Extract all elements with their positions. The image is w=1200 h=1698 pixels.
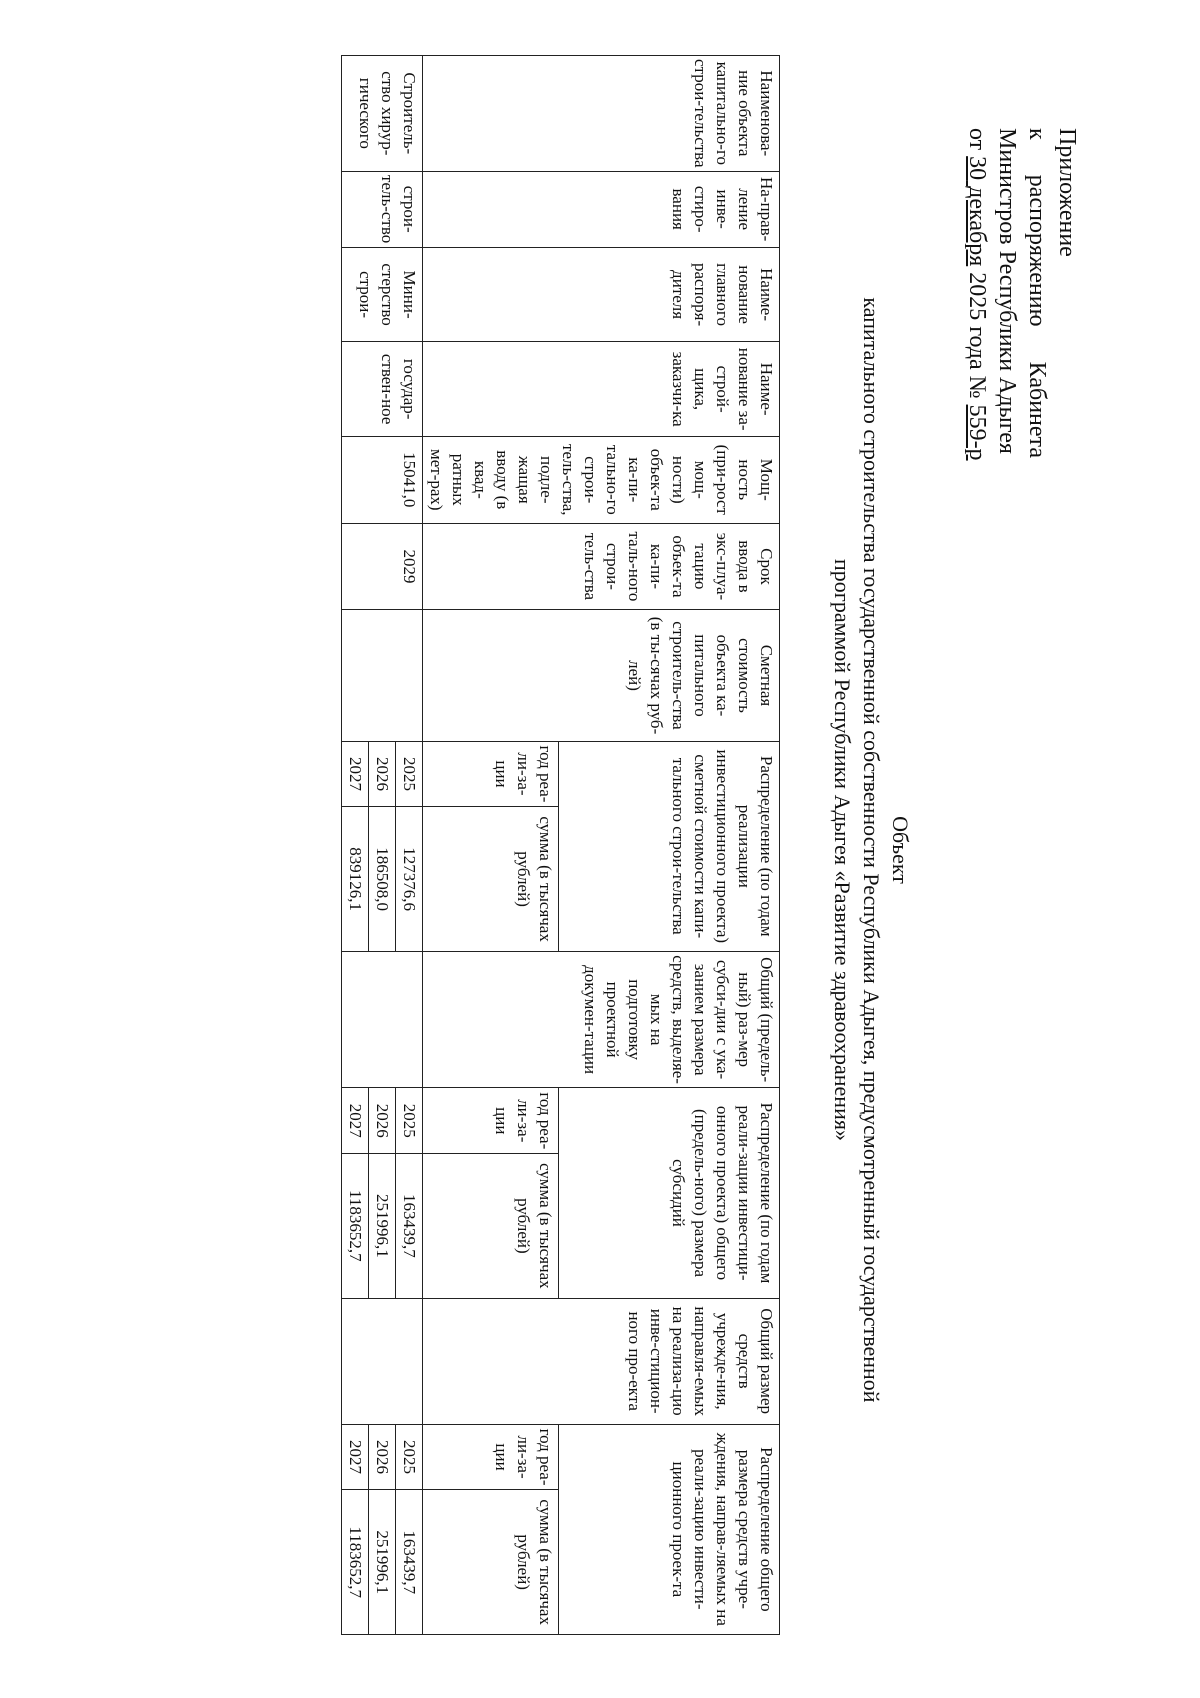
cell-cost-sum: 839126,1 xyxy=(342,807,369,951)
h-sum-2: сумма (в тысячах рублей) xyxy=(423,1154,559,1299)
cell-subsidy-total xyxy=(342,951,423,1088)
h-name: Наименова-ние объекта капитально-го строи-тельства xyxy=(423,56,780,172)
appendix-line1: Приложение xyxy=(1054,128,1080,257)
cell-inst-sum: 1183652,7 xyxy=(342,1490,369,1635)
h-term: Срок ввода в экс-плуа-тацию объек-та ка-пи-таль-ного строи-тель-ства xyxy=(423,523,780,610)
cell-distributor: Мини-стерство строи- xyxy=(342,247,423,342)
cell-term: 2029 xyxy=(342,523,423,610)
h-year-2: год реа-ли-за-ции xyxy=(423,1088,559,1154)
cell-inst-total xyxy=(342,1298,423,1424)
appendix-from: от xyxy=(964,128,990,151)
h-dist-subsidy: Распределение (по годам реали-зации инвестици-онного проекта) общего (предель-ного) размера субсидий xyxy=(559,1088,780,1298)
cell-subsidy-sum: 1183652,7 xyxy=(342,1154,369,1299)
appendix-day: 30 xyxy=(964,156,990,181)
cell-year: 2025 xyxy=(396,741,423,807)
h-capacity: Мощ-ность (при-рост мощ-ности) объек-та ка-пи-тально-го строи-тель-ства, подле-жащая вводу (в квад-ратных мет-рах) xyxy=(423,436,780,523)
h-year-3: год реа-ли-за-ции xyxy=(423,1424,559,1490)
cell-subsidy-sum: 251996,1 xyxy=(369,1154,396,1299)
h-dist-cost: Распределение (по годам реализации инвестиционного проекта) сметной стоимости капи-тального строи-тельства xyxy=(559,741,780,951)
cell-year: 2027 xyxy=(342,1424,369,1490)
cell-inst-sum: 251996,1 xyxy=(369,1490,396,1635)
investment-table xyxy=(341,55,780,1635)
title-line2: капитального строительства государственной собственности Республики Адыгея, предусмотренный государственной xyxy=(859,297,884,1403)
cell-year: 2027 xyxy=(342,1088,369,1154)
title-line1: Объект xyxy=(888,816,913,884)
cell-year: 2027 xyxy=(342,741,369,807)
document-title xyxy=(828,100,915,1600)
cell-name: Строитель-ство хирур-гического xyxy=(342,56,423,172)
cell-year: 2026 xyxy=(369,1088,396,1154)
cell-year: 2025 xyxy=(396,1088,423,1154)
h-year-1: год реа-ли-за-ции xyxy=(423,741,559,807)
appendix-line3: Министров Республики Адыгея xyxy=(994,128,1020,454)
appendix-line2 xyxy=(1022,128,1052,458)
cell-developer: государ-ствен-ное xyxy=(342,342,423,437)
cell-year: 2025 xyxy=(396,1424,423,1490)
h-cost: Сметная стоимость объекта ка-питального строитель-ства (в ты-сячах руб-лей) xyxy=(423,610,780,741)
cell-capacity: 15041,0 xyxy=(342,436,423,523)
cell-year: 2026 xyxy=(369,1424,396,1490)
cell-inst-sum: 163439,7 xyxy=(396,1490,423,1635)
appendix-number: 559-р xyxy=(964,404,990,461)
h-dist-inst: Распределение общего размера средств учре-ждения, направ-ляемых на реали-зацию инвести-ционного проек-та xyxy=(559,1424,780,1634)
appendix-k: к xyxy=(1024,128,1050,140)
h-distributor: Наиме-нование главного распоря-дителя xyxy=(423,247,780,342)
cell-cost-sum: 127376,6 xyxy=(396,807,423,951)
cell-direction: строи-тель-ство xyxy=(342,171,423,247)
title-line3: программой Республики Адыгея «Развитие здравоохранения» xyxy=(830,559,855,1141)
appendix-order: распоряжению xyxy=(1024,174,1050,327)
appendix-year: 2025 года № xyxy=(964,272,990,399)
cell-year: 2026 xyxy=(369,741,396,807)
h-sum-1: сумма (в тысячах рублей) xyxy=(423,807,559,951)
h-developer: Наиме-нование за-строй-щика, заказчи-ка xyxy=(423,342,780,437)
appendix-cabinet: Кабинета xyxy=(1024,361,1050,458)
table-row xyxy=(396,56,423,1635)
appendix-line4 xyxy=(962,128,992,461)
h-sum-3: сумма (в тысячах рублей) xyxy=(423,1490,559,1635)
h-direction: На-прав-ление инве-стиро-вания xyxy=(423,171,780,247)
appendix-date xyxy=(964,156,990,266)
cell-subsidy-sum: 163439,7 xyxy=(396,1154,423,1299)
cell-cost-sum: 186508,0 xyxy=(369,807,396,951)
appendix-block xyxy=(962,128,1082,461)
appendix-month: декабря xyxy=(964,186,990,267)
h-subsidy-total: Общий (предель-ный) раз-мер субси-дии с ука-занием размера средств, выделяе-мых на подготовку проектной докумен-тации xyxy=(423,951,780,1088)
header-row-1 xyxy=(559,56,780,1635)
h-inst-total: Общий размер средств учрежде-ния, направля-емых на реализа-цио инве-стицион-ного про-екта xyxy=(423,1298,780,1424)
cell-cost xyxy=(342,610,423,741)
